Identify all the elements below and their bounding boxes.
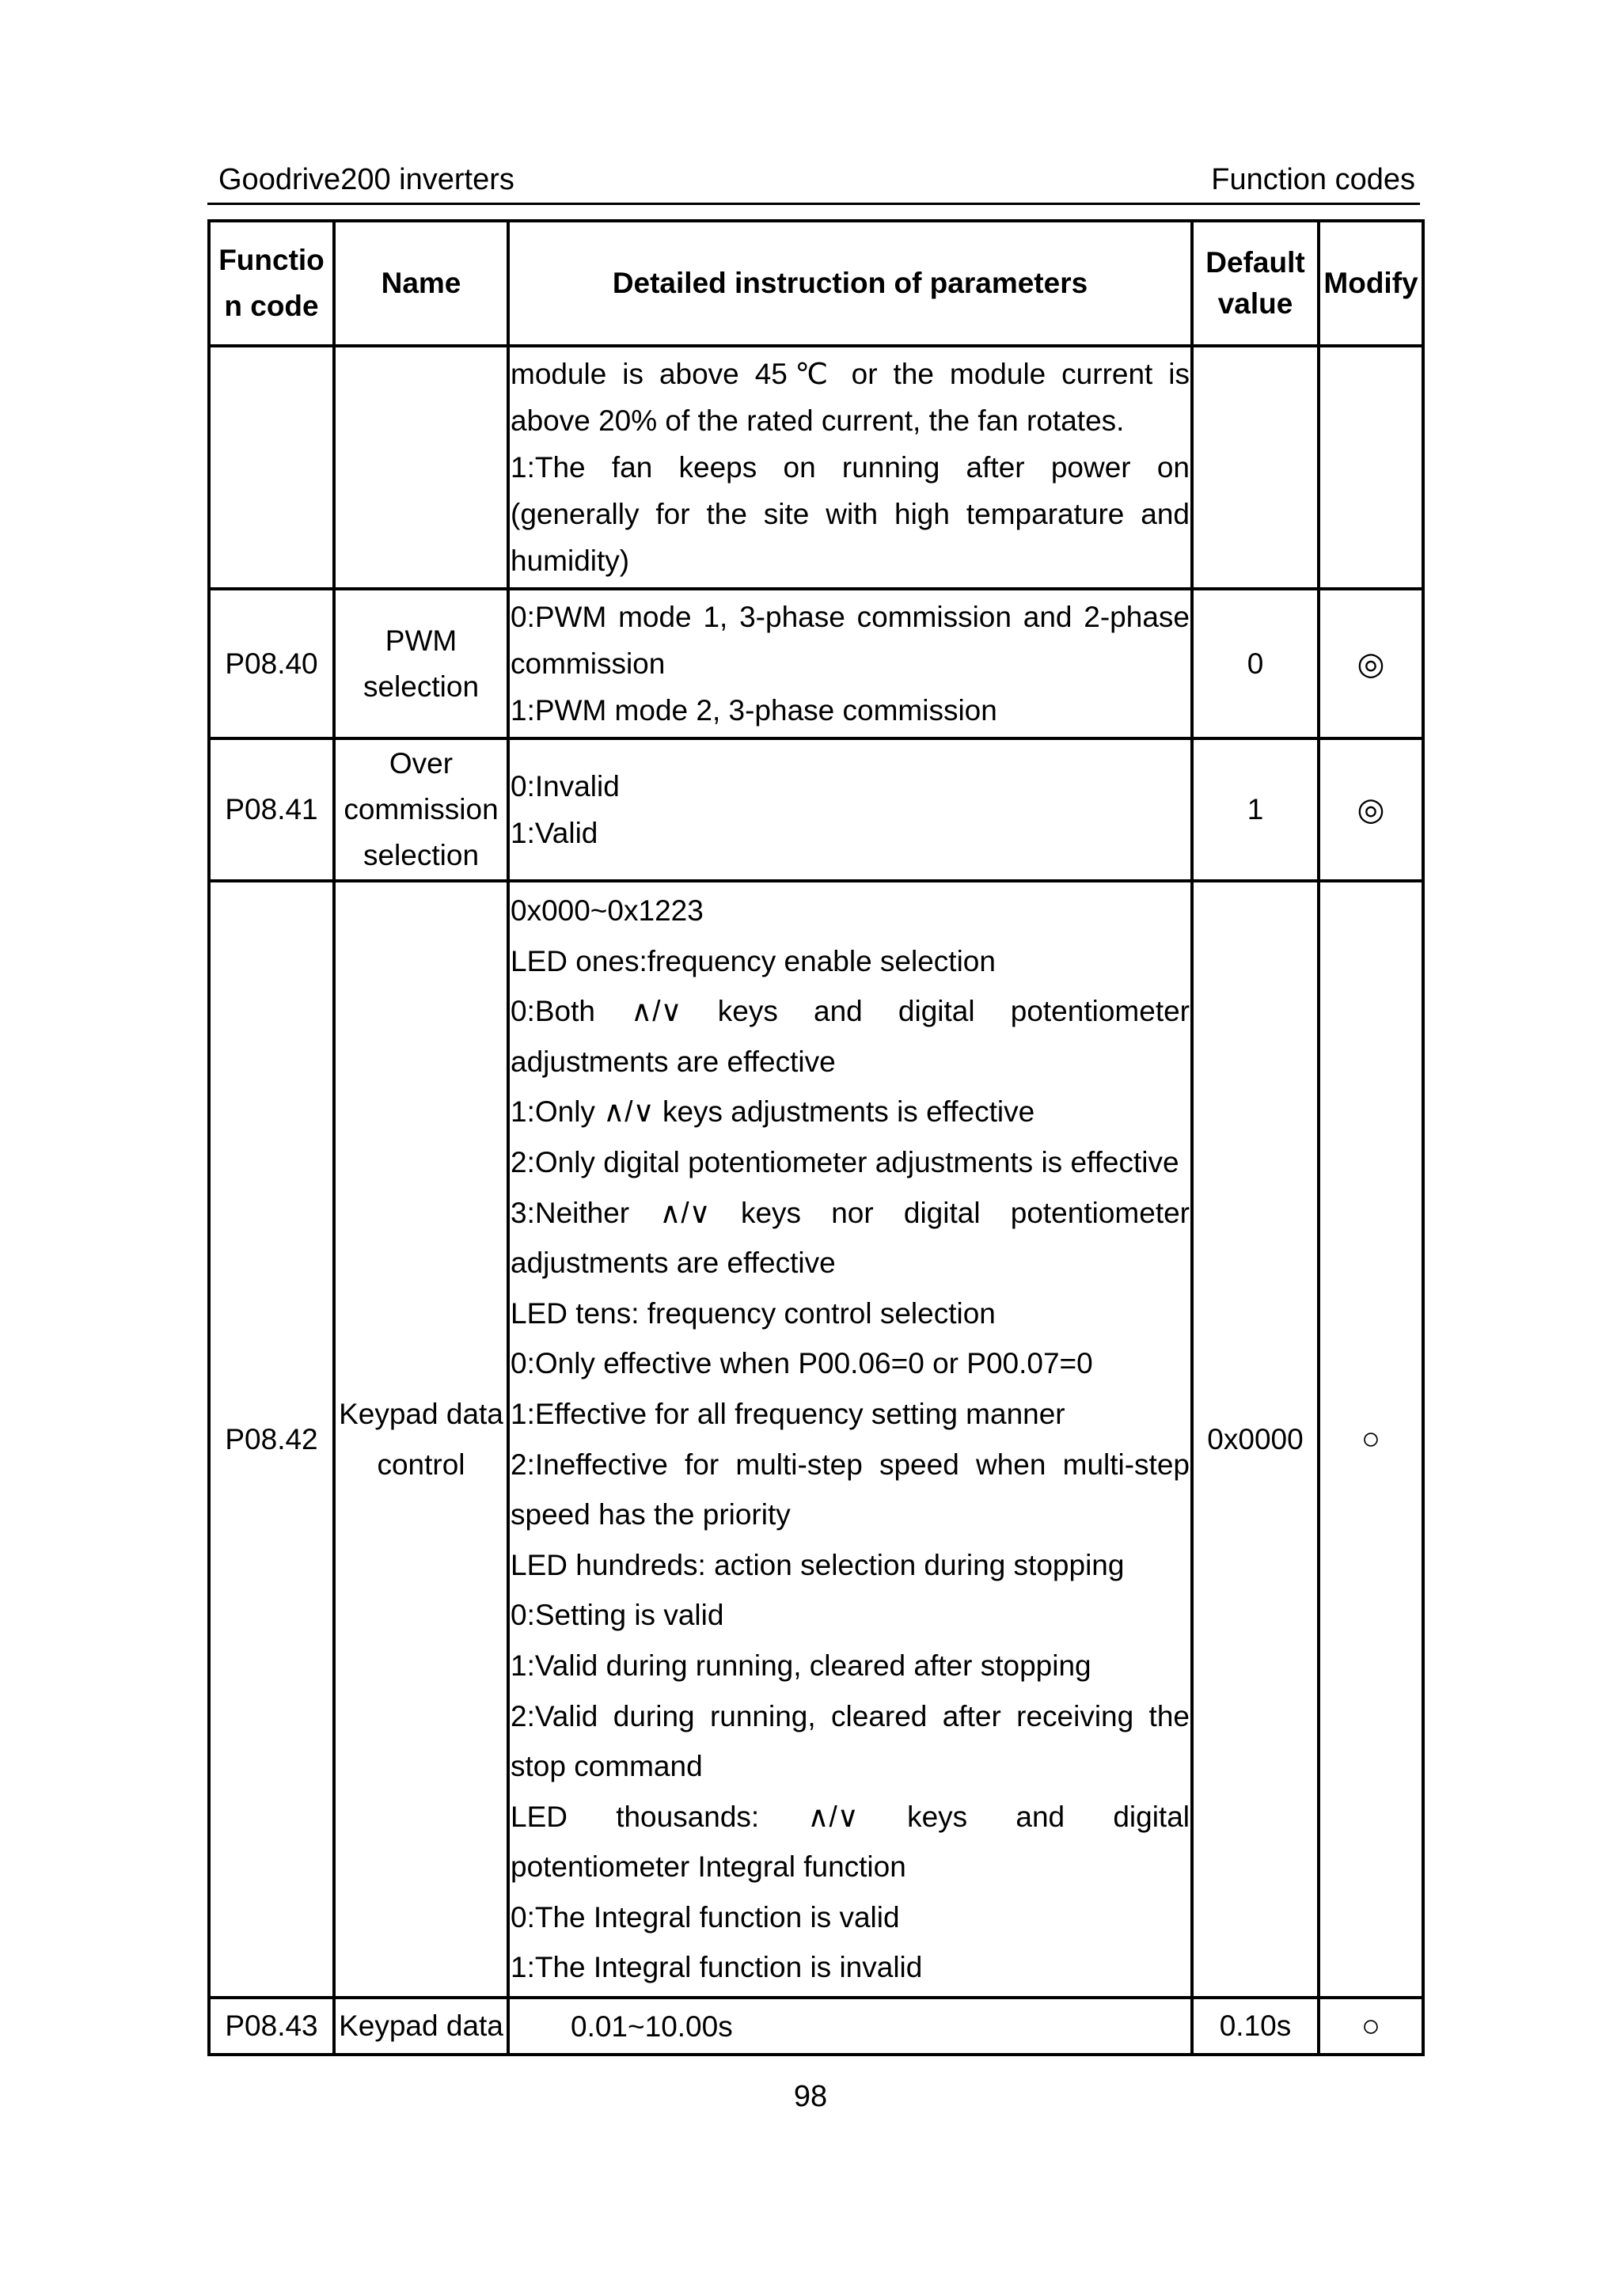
- table-row: [209, 738, 1423, 881]
- column-header-desc: Detailed instruction of parameters: [508, 221, 1192, 346]
- header-title: Goodrive200 inverters: [218, 163, 514, 196]
- parameter-name: PWM selection: [334, 589, 508, 738]
- table-row-continued: [209, 346, 1423, 589]
- column-header-modify: Modify: [1319, 221, 1423, 346]
- modify-symbol: ○: [1319, 1998, 1423, 2055]
- modify-symbol: ○: [1319, 881, 1423, 1998]
- default-value: 0: [1192, 589, 1319, 738]
- default-value: 0.10s: [1192, 1998, 1319, 2055]
- table-row: [209, 1998, 1423, 2055]
- description-cell: 0:Invalid 1:Valid: [508, 738, 1192, 881]
- table-header-row: [209, 221, 1423, 346]
- parameter-name: Keypad data: [334, 1998, 508, 2055]
- modify-symbol: ◎: [1319, 589, 1423, 738]
- function-code: P08.41: [209, 738, 334, 881]
- parameter-name: Keypad data control: [334, 881, 508, 1998]
- parameter-table: [207, 219, 1425, 2056]
- column-header-default: Default value: [1192, 221, 1319, 346]
- column-header-code: Functio n code: [209, 221, 334, 346]
- column-header-name: Name: [334, 221, 508, 346]
- parameter-name: Over commission selection: [334, 738, 508, 881]
- default-value: 0x0000: [1192, 881, 1319, 1998]
- header-section: Function codes: [1211, 163, 1415, 196]
- page-number: 98: [793, 2080, 828, 2113]
- table-row: [209, 589, 1423, 738]
- description-cell: 0.01~10.00s: [508, 1998, 1192, 2055]
- description-cell: 0:PWM mode 1, 3-phase commission and 2-phase commission 1:PWM mode 2, 3-phase commission: [508, 589, 1192, 738]
- description-cell: 0x000~0x1223 LED ones:frequency enable selection 0:Both ∧/∨ keys and digital potentiometer adjustments are effective 1:Only ∧/∨ keys adjustments is effective 2:Only digital potentiometer adjustments is effective 3:Neither ∧/∨ keys nor digital potentiometer adjustments are effective LED tens: frequency control selection 0:Only effective when P00.06=0 or P00.07=0 1:Effective for all frequency setting manner 2:Ineffective for multi-step speed when multi-step speed has the priority LED hundreds: action selection during stopping 0:Setting is valid 1:Valid during running, cleared after stopping 2:Valid during running, cleared after receiving the stop command LED thousands: ∧/∨ keys and digital potentiometer Integral function 0:The Integral function is valid 1:The Integral function is invalid: [508, 881, 1192, 1998]
- function-code: P08.40: [209, 589, 334, 738]
- function-code: P08.42: [209, 881, 334, 1998]
- default-value: 1: [1192, 738, 1319, 881]
- table-row: [209, 881, 1423, 1998]
- description-cell: module is above 45℃ or the module current is above 20% of the rated current, the fan rotates. 1:The fan keeps on running after power on (generally for the site with high temparature and humidity): [508, 346, 1192, 589]
- header-rule: [207, 203, 1420, 205]
- page-header: [218, 163, 1415, 207]
- function-code: P08.43: [209, 1998, 334, 2055]
- modify-symbol: ◎: [1319, 738, 1423, 881]
